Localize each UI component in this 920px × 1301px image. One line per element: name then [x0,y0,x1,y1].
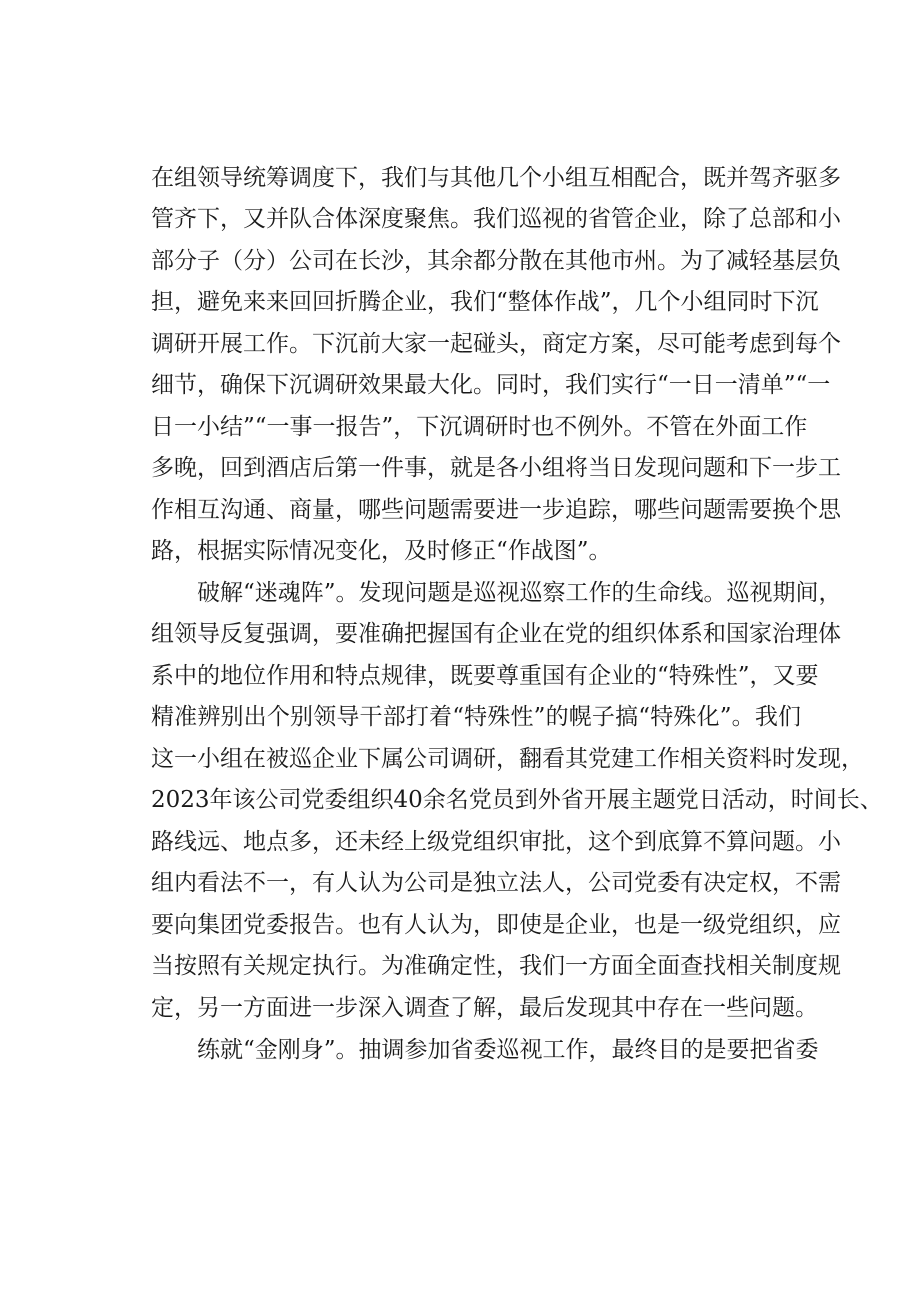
text-line: 细节，确保下沉调研效果最大化。同时，我们实行“一日一清单”“一 [151,372,831,398]
text-line: 破解“迷魂阵”。发现问题是巡视巡察工作的生命线。巡视期间， [197,580,842,606]
text-line: 路线远、地点多，还未经上级党组织审批，这个到底算不算问题。小 [151,829,841,855]
text-line: 担，避免来来回回折腾企业，我们“整体作战”，几个小组同时下沉 [151,289,819,315]
text-line: 要向集团党委报告。也有人认为，即使是企业，也是一级党组织，应 [151,912,841,938]
text-line: 系中的地位作用和特点规律，既要尊重国有企业的“特殊性”，又要 [151,663,819,689]
text-line: 在组领导统筹调度下，我们与其他几个小组互相配合，既并驾齐驱多 [151,165,841,191]
text-line: 组领导反复强调，要准确把握国有企业在党的组织体系和国家治理体 [151,621,841,647]
text-line: 调研开展工作。下沉前大家一起碰头，商定方案，尽可能考虑到每个 [151,331,841,357]
text-line: 多晚，回到酒店后第一件事，就是各小组将当日发现问题和下一步工 [151,455,841,481]
text-line: 定，另一方面进一步深入调查了解，最后发现其中存在一些问题。 [151,995,818,1021]
text-line: 这一小组在被巡企业下属公司调研，翻看其党建工作相关资料时发现， [151,746,864,772]
text-line: 部分子（分）公司在长沙，其余都分散在其他市州。为了减轻基层负 [151,248,841,274]
text-line: 管齐下，又并队合体深度聚焦。我们巡视的省管企业，除了总部和小 [151,206,841,232]
text-line: 日一小结”“一事一报告”，下沉调研时也不例外。不管在外面工作 [151,414,808,440]
text-line: 练就“金刚身”。抽调参加省委巡视工作，最终目的是要把省委 [197,1037,819,1063]
text-line: 2023年该公司党委组织40余名党员到外省开展主题党日活动，时间长、 [151,787,883,813]
text-line: 当按照有关规定执行。为准确定性，我们一方面全面查找相关制度规 [151,953,841,979]
text-line: 精准辨别出个别领导干部打着“特殊性”的幌子搞“特殊化”。我们 [151,704,801,730]
text-line: 组内看法不一，有人认为公司是独立法人，公司党委有决定权，不需 [151,870,841,896]
text-line: 作相互沟通、商量，哪些问题需要进一步追踪，哪些问题需要换个思 [151,497,841,523]
text-line: 路，根据实际情况变化，及时修正“作战图”。 [151,538,612,564]
